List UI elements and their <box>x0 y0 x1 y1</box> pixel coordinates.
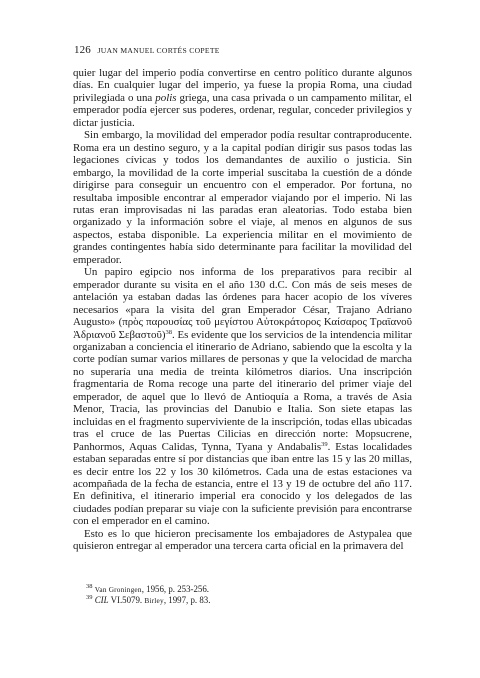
footnote-ref-38[interactable]: 38 <box>165 328 172 336</box>
paragraph-1-text: quier lugar del imperio podía convertirse en centro político durante algunos días. En cualquier lugar del imperio, ya fuese la propia Roma, una ciudad privilegiada o una <box>73 67 412 104</box>
footnote-38-author: Van Groningen <box>94 585 142 594</box>
footnote-39-text: VI.5079. <box>108 595 145 606</box>
footnotes <box>86 584 412 607</box>
footnote-39 <box>86 595 412 606</box>
footnote-ref-39[interactable]: 39 <box>321 440 328 448</box>
paragraph-4: Esto es lo que hicieron precisamente los embajadores de Astypalea que quisieron entregar al emperador una tercera carta oficial en la primavera del <box>73 527 412 553</box>
footnote-38 <box>86 584 412 595</box>
footnote-38-number: 38 <box>86 583 93 590</box>
page-number: 126 <box>74 44 91 56</box>
paragraph-1-tail: griega, una casa privada o un campamento militar, el emperador podía ejercer sus poderes, ordenar, regular, conceder privilegios y dictar justicia. <box>73 91 412 129</box>
paragraph-1-italic: polis <box>155 91 177 104</box>
paragraph-2: Sin embargo, la movilidad del emperador podía resultar contraproducente. Roma era un destino seguro, y a la capital podían dirigir sus pasos todas las legaciones cívicas y todos los demandantes de auxilio o justicia. Sin embargo, la movilidad de la corte imperial suscitaba la cuestión de a dónde dirigirse para conseguir un encuentro con el emperador. Por fortuna, no resultaba imposible encontrar al emperador viajando por el imperio. Ni las rutas eran improvisadas ni las paradas eran aleatorias. Todo estaba bien organizado y la información sobre el viaje, al menos en algunos de sus aspectos, estaba disponible. La experiencia militar en el movimiento de grandes contingentes había sido determinante para facilitar la movilidad del emperador. <box>73 129 412 266</box>
paragraph-1 <box>73 67 412 129</box>
paragraph-3-part-a: Un papiro egipcio nos informa de los preparativos para recibir al emperador durante su visita en el año 130 d.C. Con más de seis meses de antelación ya estaban dadas las órdenes para hacer acopio de los víveres necesarios «para la visita del gran Emperador César, Trajano Adriano Augusto» (πρὸς παρουσίας τοῦ μεγίστου Αὐτοκράτορος Καίσαρος Τραϊανοῦ Ἁδριανοῦ Σεβαστοῦ) <box>73 266 412 341</box>
footnote-39-author: Birley <box>144 596 164 606</box>
footnote-39-number: 39 <box>86 594 93 602</box>
paragraph-3-part-b: . Es evidente que los servicios de la intendencia militar organizaban a conciencia el itinerario de Adriano, sabiendo que la escolta y la corte podían sumar varios millares de personas y que la velocidad de marcha no superaría una media de treinta kilómetros diarios. Una inscripción fragmentaria de Roma recoge una parte del itinerario del primer viaje del emperador, de aquel que lo llevó de Antioquía a Roma, a través de Asia Menor, Tracia, las provincias del Danubio e Italia. Son siete etapas las incluidas en el fragmento superviviente de la inscripción, todas ellas ubicadas tras el cruce de las Puertas Cilicias en dirección norte: Mopsucrene, Panhormos, Aquas Calidas, Tynna, Tyana y Andabalis <box>73 328 412 453</box>
footnote-39-rest: , 1997, p. 83. <box>163 595 211 606</box>
paragraph-3-part-c: . Estas localidades estaban separadas entre sí por distancias que iban entre las 15 y las 20 millas, es decir entre los 22 y los 30 kilómetros. Cada una de estas estaciones va acompañada de la fecha de estancia, entre el 13 y 19 de octubre del año 117. En definitiva, el itinerario imperial era conocido y los delegados de las ciudades podían preparar su viaje con la suficiente previsión para encontrarse con el emperador en el camino. <box>73 440 412 528</box>
running-head <box>74 44 414 56</box>
paragraph-3 <box>73 266 412 528</box>
footnote-38-text: , 1956, p. 253-256. <box>141 584 210 594</box>
body-text <box>73 67 412 553</box>
footnote-39-italic: CIL <box>94 595 109 606</box>
author-name: JUAN MANUEL CORTÉS COPETE <box>97 46 220 55</box>
